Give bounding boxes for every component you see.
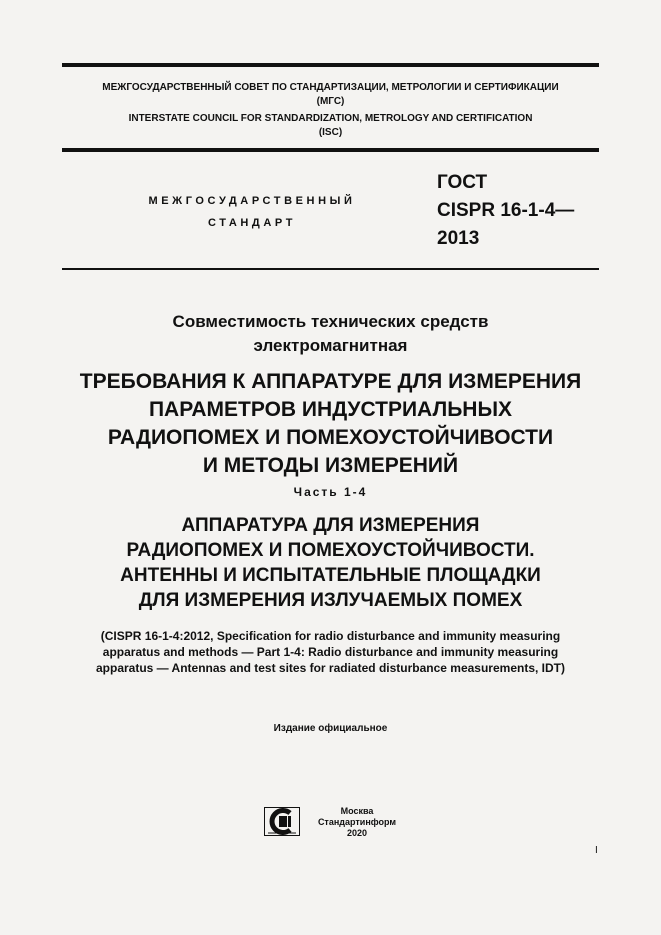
designation	[437, 169, 574, 253]
subtitle-line1: Совместимость технических средств	[172, 312, 489, 331]
council-en-line2: (ISC)	[318, 127, 343, 138]
edition-label: Издание официальное	[273, 723, 388, 734]
standard-type-line2: СТАНДАРТ	[207, 217, 297, 229]
standard-type-line1: МЕЖГОСУДАРСТВЕННЫЙ	[148, 195, 356, 207]
designation-line1: ГОСТ	[437, 172, 488, 193]
council-en-line1: INTERSTATE COUNCIL FOR STANDARDIZATION, METROLOGY AND CERTIFICATION	[128, 113, 533, 124]
part-title	[40, 513, 621, 613]
standard-type	[120, 190, 384, 234]
main-title-line3: РАДИОПОМЕХ И ПОМЕХОУСТОЙЧИВОСТИ	[107, 426, 554, 449]
page-mark: I	[595, 845, 598, 856]
subtitle	[40, 310, 621, 358]
part-title-line3: АНТЕННЫ И ИСПЫТАТЕЛЬНЫЕ ПЛОЩАДКИ	[120, 565, 541, 586]
part-label: Часть 1-4	[293, 485, 368, 499]
part-title-line1: АППАРАТУРА ДЛЯ ИЗМЕРЕНИЯ	[181, 515, 480, 536]
imprint-publisher: Стандартинформ	[317, 817, 397, 827]
reference-line2: apparatus and methods — Part 1-4: Radio disturbance and immunity measuring	[102, 645, 559, 659]
designation-line2: CISPR 16-1-4—	[437, 200, 575, 221]
standartinform-logo-icon	[264, 807, 300, 836]
reference-line3: apparatus — Antennas and test sites for radiated disturbance measurements, IDT)	[95, 661, 565, 675]
top-rule	[62, 63, 599, 67]
part-title-line2: РАДИОПОМЕХ И ПОМЕХОУСТОЙЧИВОСТИ.	[126, 540, 535, 561]
main-title-line2: ПАРАМЕТРОВ ИНДУСТРИАЛЬНЫХ	[148, 398, 513, 421]
reference-line1: (CISPR 16-1-4:2012, Specification for radio disturbance and immunity measuring	[100, 629, 561, 643]
main-title	[40, 368, 621, 480]
header-rule	[62, 148, 599, 152]
part-title-line4: ДЛЯ ИЗМЕРЕНИЯ ИЗЛУЧАЕМЫХ ПОМЕХ	[138, 590, 523, 611]
council-ru-line1: МЕЖГОСУДАРСТВЕННЫЙ СОВЕТ ПО СТАНДАРТИЗАЦИИ, МЕТРОЛОГИИ И СЕРТИФИКАЦИИ	[102, 82, 559, 93]
imprint-year: 2020	[346, 828, 368, 838]
subtitle-line2: электромагнитная	[253, 336, 408, 355]
designation-rule	[62, 268, 599, 270]
council-ru	[62, 81, 599, 109]
main-title-line1: ТРЕБОВАНИЯ К АППАРАТУРЕ ДЛЯ ИЗМЕРЕНИЯ	[79, 370, 582, 393]
designation-line3: 2013	[437, 228, 480, 249]
council-en	[62, 112, 599, 140]
imprint	[312, 806, 402, 839]
main-title-line4: И МЕТОДЫ ИЗМЕРЕНИЙ	[202, 454, 459, 477]
international-reference	[40, 628, 621, 676]
imprint-city: Москва	[340, 806, 374, 816]
council-ru-line2: (МГС)	[316, 96, 345, 107]
